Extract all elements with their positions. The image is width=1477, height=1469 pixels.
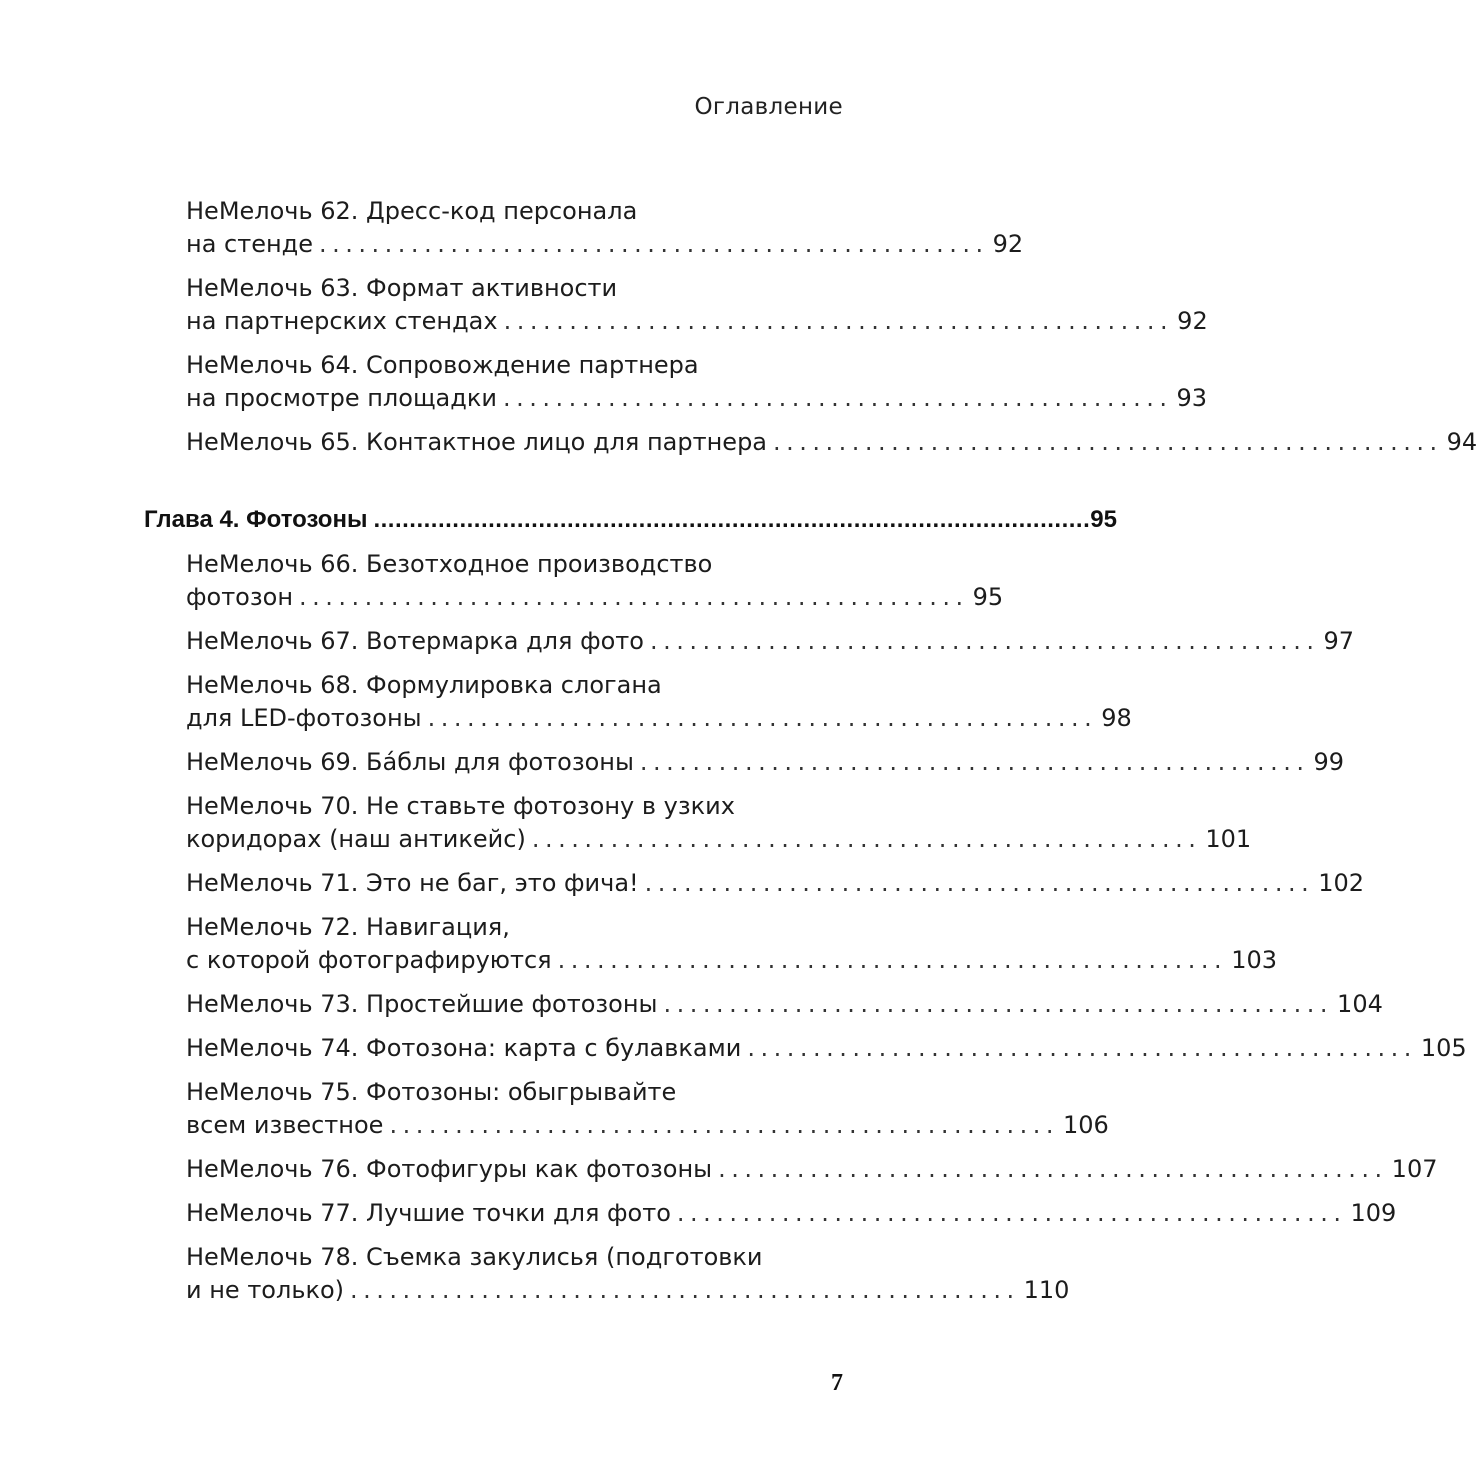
toc-entry-final-line <box>186 1197 1397 1230</box>
toc-entry-title-line: НеМелочь 75. Фотозоны: обыгрывайте <box>186 1078 677 1106</box>
toc-entry-final-line <box>186 1109 1109 1142</box>
toc-section-before-chapter <box>144 195 1477 459</box>
toc-entry[interactable] <box>186 1076 1109 1142</box>
dot-leader: .................................................................................................... <box>373 506 1091 533</box>
toc-entry-title: НеМелочь 71. Это не баг, это фича! <box>186 869 639 897</box>
toc-entry-final-line <box>186 944 1277 977</box>
toc-entry-final-line <box>186 823 1252 856</box>
toc-entry-title-line: НеМелочь 66. Безотходное производство <box>186 550 713 578</box>
toc-entry-page-number: 104 <box>1337 990 1383 1018</box>
toc-entry-title-line: НеМелочь 62. Дресс-код персонала <box>186 197 638 225</box>
toc-entry-page-number: 110 <box>1023 1276 1070 1304</box>
toc-entry-final-line <box>186 228 1024 261</box>
toc-entry-title-line: НеМелочь 68. Формулировка слогана <box>186 671 662 699</box>
dot-leader: ................................................... <box>503 307 1174 335</box>
toc-entry-title-line: НеМелочь 78. Съемка закулисья (подготовки <box>186 1243 763 1271</box>
toc-entry[interactable] <box>186 426 1477 459</box>
toc-entry[interactable] <box>186 1197 1397 1230</box>
toc-entry[interactable] <box>186 195 1024 261</box>
page-number: 7 <box>831 1370 843 1396</box>
toc-entry-final-line <box>186 581 1004 614</box>
dot-leader: ................................................... <box>676 1199 1347 1227</box>
dot-leader: ................................................... <box>427 704 1098 732</box>
toc-entry[interactable] <box>186 988 1383 1021</box>
table-of-contents <box>144 195 1477 1318</box>
running-header: Оглавление <box>694 94 843 120</box>
toc-entry-title: на партнерских стендах <box>186 307 498 335</box>
dot-leader: ................................................... <box>644 869 1315 897</box>
chapter-heading[interactable] <box>144 503 1117 536</box>
toc-entry[interactable] <box>186 1153 1438 1186</box>
toc-entry-title: НеМелочь 65. Контактное лицо для партнера <box>186 428 768 456</box>
toc-entry[interactable] <box>186 272 1208 338</box>
dot-leader: ................................................... <box>639 748 1310 776</box>
toc-entry-page-number: 109 <box>1350 1199 1397 1227</box>
toc-entry[interactable] <box>186 669 1132 735</box>
toc-entry-title: НеМелочь 76. Фотофигуры как фотозоны <box>186 1155 713 1183</box>
toc-entry-title-line: НеМелочь 70. Не ставьте фотозону в узких <box>186 792 735 820</box>
toc-entry-page-number: 102 <box>1318 869 1365 897</box>
toc-entry-final-line <box>186 1032 1467 1065</box>
toc-entry-page-number: 101 <box>1205 825 1252 853</box>
toc-entry-title: всем известное <box>186 1111 384 1139</box>
toc-entry-title: на просмотре площадки <box>186 384 497 412</box>
toc-entry-page-number: 94 <box>1446 428 1477 456</box>
toc-entry-final-line <box>186 382 1208 415</box>
chapter-page-number: 95 <box>1090 506 1117 533</box>
toc-entry-final-line <box>186 746 1345 779</box>
toc-section-chapter-4 <box>144 548 1467 1307</box>
toc-entry-title-line: НеМелочь 63. Формат активности <box>186 274 618 302</box>
dot-leader: ................................................... <box>773 428 1443 456</box>
toc-entry-final-line <box>186 426 1477 459</box>
toc-entry-page-number: 99 <box>1313 748 1345 776</box>
toc-entry-final-line <box>186 988 1383 1021</box>
toc-entry-page-number: 95 <box>972 583 1004 611</box>
dot-leader: ................................................... <box>319 230 989 258</box>
toc-entry[interactable] <box>186 1032 1467 1065</box>
toc-entry-page-number: 97 <box>1323 627 1355 655</box>
toc-entry-final-line <box>186 1274 1070 1307</box>
toc-entry-title: и не только) <box>186 1276 345 1304</box>
toc-entry-title-line: НеМелочь 72. Навигация, <box>186 913 510 941</box>
toc-entry[interactable] <box>186 746 1345 779</box>
toc-entry-page-number: 93 <box>1176 384 1208 412</box>
toc-entry-final-line <box>186 867 1365 900</box>
dot-leader: ................................................... <box>389 1111 1060 1139</box>
toc-entry-page-number: 92 <box>992 230 1024 258</box>
toc-entry-page-number: 98 <box>1101 704 1132 732</box>
toc-entry-page-number: 105 <box>1420 1034 1467 1062</box>
toc-entry-title: для LED-фотозоны <box>186 704 422 732</box>
toc-entry[interactable] <box>186 790 1252 856</box>
toc-entry[interactable] <box>186 349 1208 415</box>
toc-entry-title: НеМелочь 67. Вотермарка для фото <box>186 627 644 655</box>
toc-entry-title: НеМелочь 74. Фотозона: карта с булавками <box>186 1034 742 1062</box>
toc-entry[interactable] <box>186 911 1277 977</box>
toc-entry-page-number: 103 <box>1231 946 1277 974</box>
toc-entry-title: коридорах (наш антикейс) <box>186 825 526 853</box>
dot-leader: ................................................... <box>502 384 1173 412</box>
toc-entry[interactable] <box>186 548 1004 614</box>
toc-entry-page-number: 92 <box>1177 307 1208 335</box>
toc-entry-title: НеМелочь 69. Бáблы для фотозоны <box>186 748 634 776</box>
toc-entry[interactable] <box>186 867 1365 900</box>
toc-entry-title: на стенде <box>186 230 314 258</box>
toc-entry-page-number: 107 <box>1391 1155 1438 1183</box>
dot-leader: ................................................... <box>663 990 1334 1018</box>
dot-leader: ................................................... <box>747 1034 1417 1062</box>
dot-leader: ................................................... <box>557 946 1228 974</box>
dot-leader: ................................................... <box>531 825 1202 853</box>
chapter-title: Глава 4. Фотозоны <box>144 506 368 533</box>
toc-entry-title: с которой фотографируются <box>186 946 552 974</box>
toc-entry[interactable] <box>186 625 1355 658</box>
toc-entry[interactable] <box>186 1241 1070 1307</box>
toc-entry-title: НеМелочь 73. Простейшие фотозоны <box>186 990 658 1018</box>
toc-entry-page-number: 106 <box>1063 1111 1109 1139</box>
toc-entry-final-line <box>186 702 1132 735</box>
toc-entry-title-line: НеМелочь 64. Сопровождение партнера <box>186 351 699 379</box>
dot-leader: ................................................... <box>649 627 1320 655</box>
dot-leader: ................................................... <box>299 583 969 611</box>
toc-entry-title: НеМелочь 77. Лучшие точки для фото <box>186 1199 671 1227</box>
toc-entry-title: фотозон <box>186 583 294 611</box>
toc-entry-final-line <box>186 1153 1438 1186</box>
toc-entry-final-line <box>186 625 1355 658</box>
dot-leader: ................................................... <box>350 1276 1020 1304</box>
toc-entry-final-line <box>186 305 1208 338</box>
dot-leader: ................................................... <box>718 1155 1388 1183</box>
